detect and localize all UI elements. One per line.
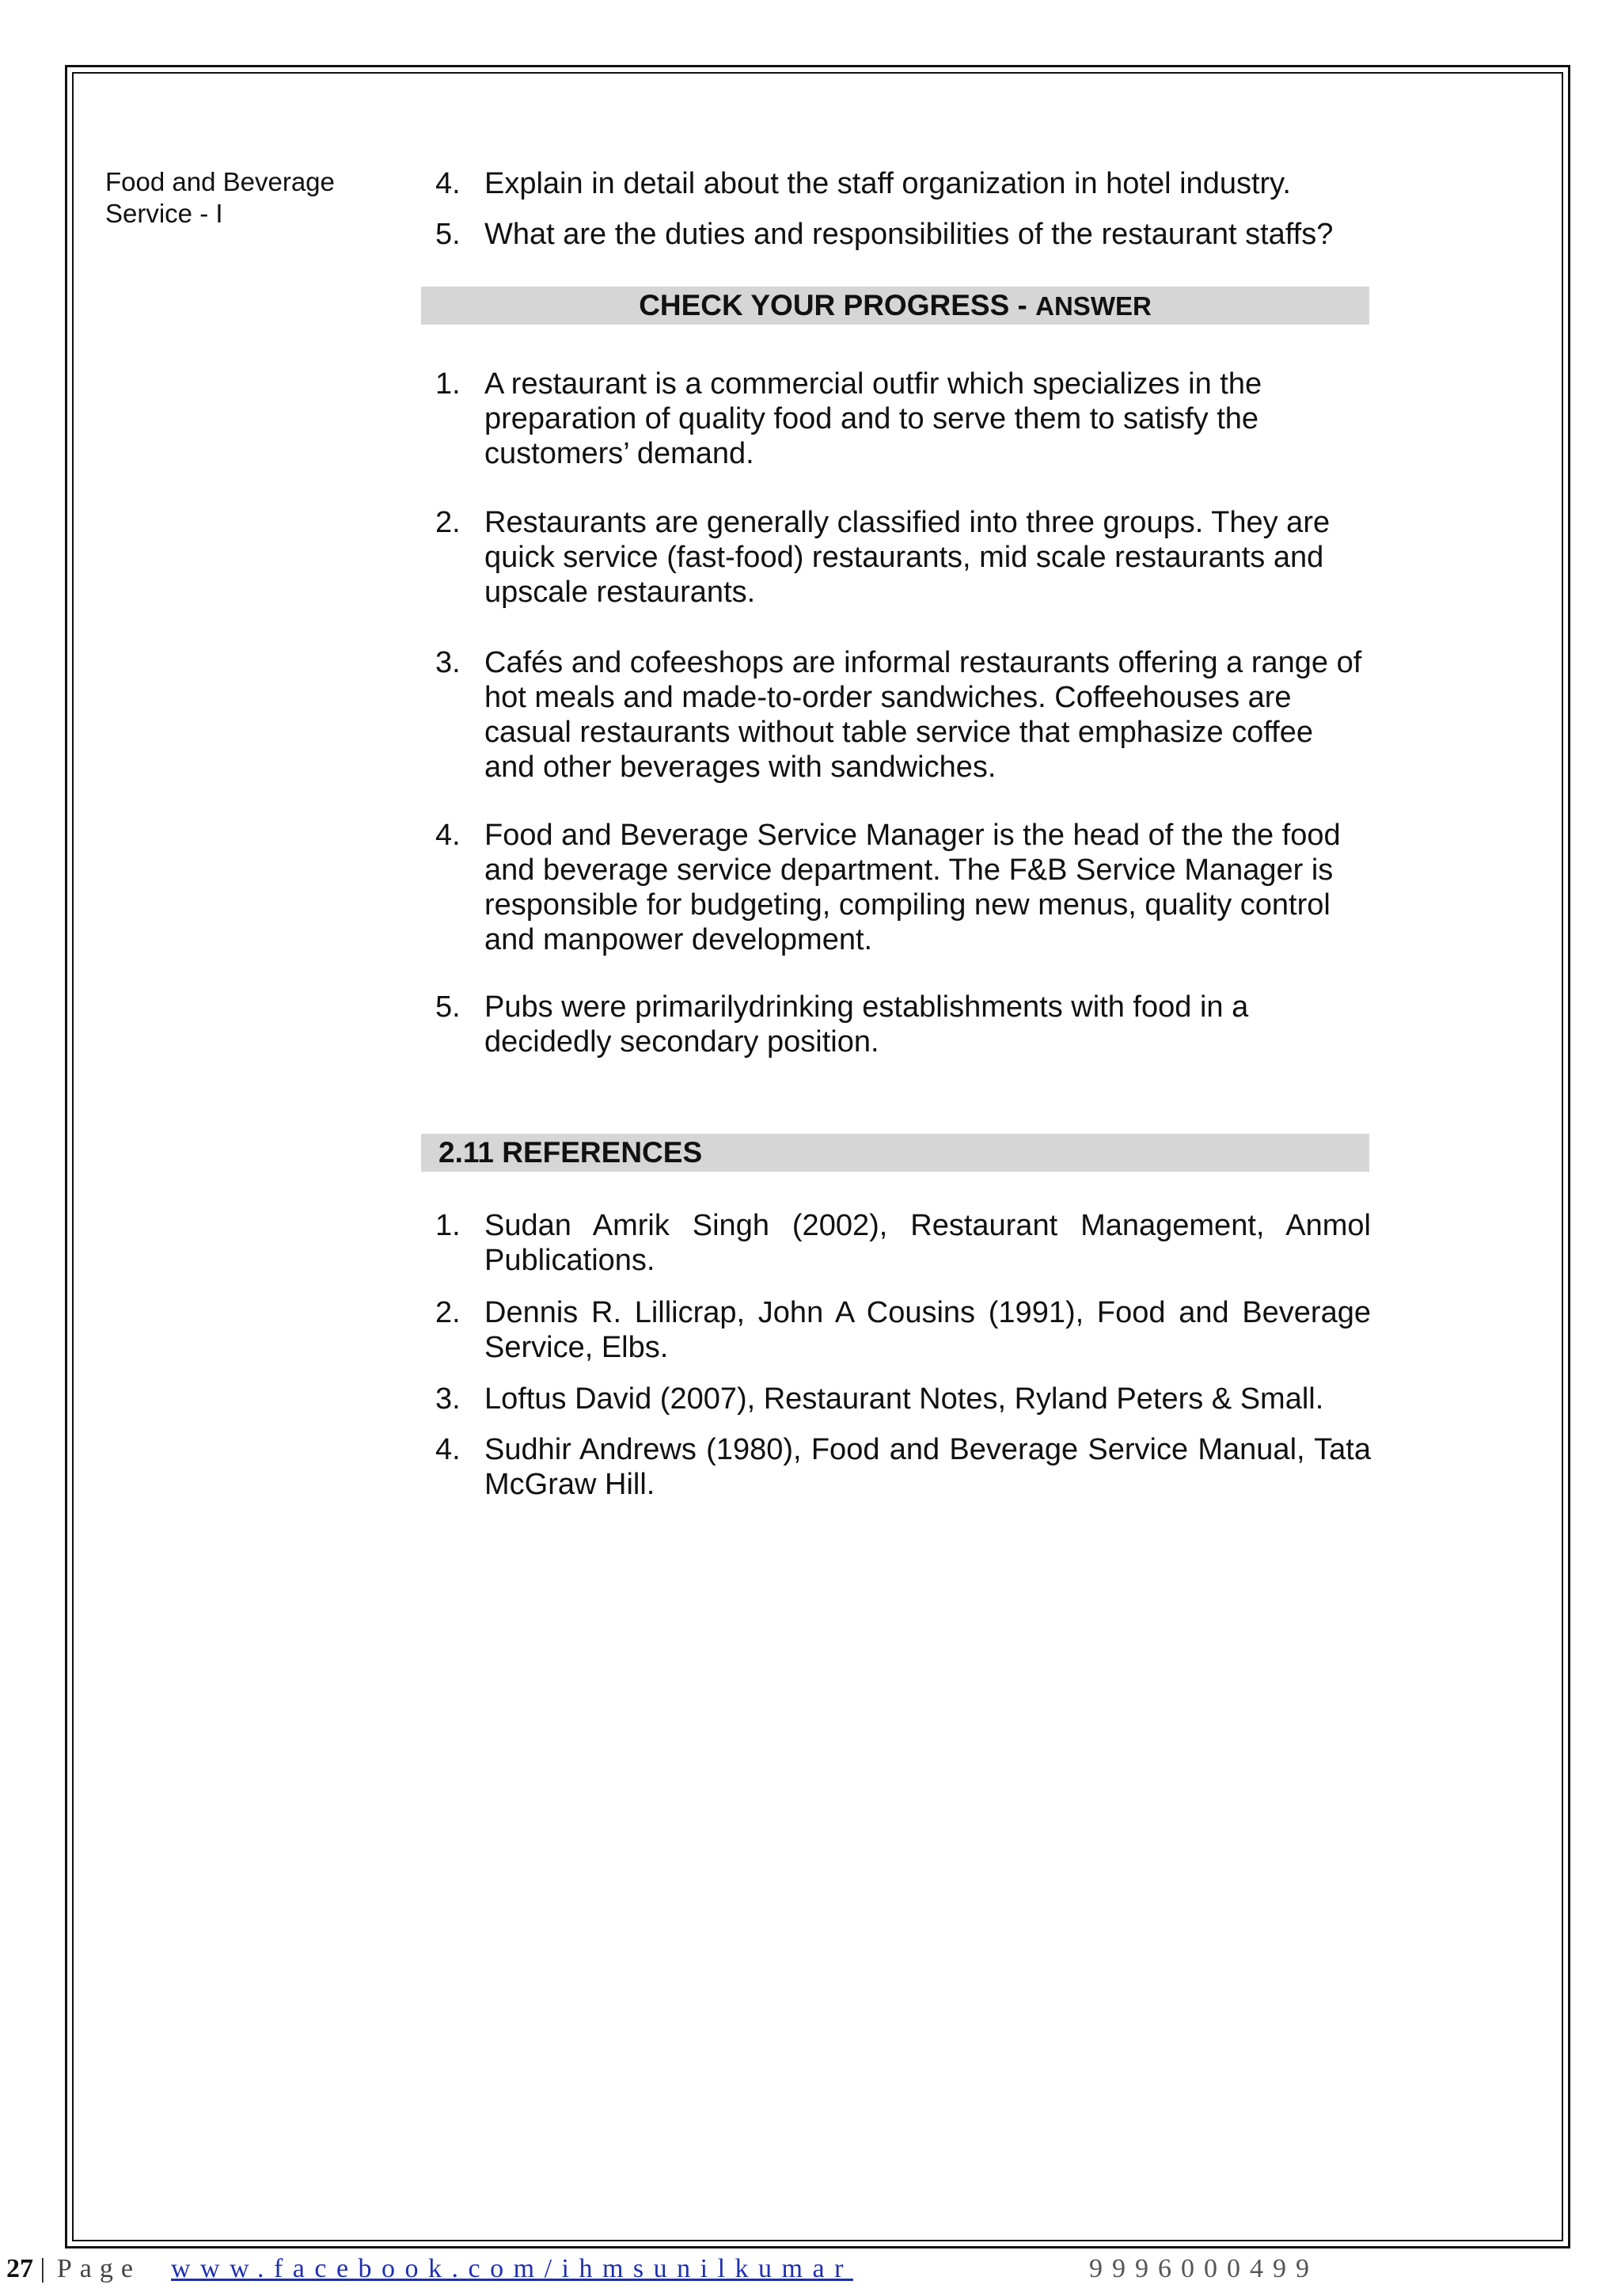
answer-number: 1. (435, 367, 461, 401)
answer-text: A restaurant is a commercial outfir which specializes in the preparation of quality food and to serve them to satisfy the customers’ demand. (484, 367, 1262, 470)
reference-item (421, 1208, 1371, 1278)
answer-text: Food and Beverage Service Manager is the head of the the food and beverage service department. The F&B Service Manager is responsible for budgeting, compiling new menus, quality control and manpower development. (484, 819, 1341, 956)
answer-item (421, 505, 1371, 610)
reference-item (421, 1432, 1371, 1502)
footer-separator: | (40, 2254, 46, 2283)
answer-number: 2. (435, 506, 461, 539)
check-progress-heading-tail: ANSWER (1035, 291, 1152, 321)
answer-item (421, 990, 1371, 1059)
answer-number: 5. (435, 990, 461, 1024)
answer-number: 4. (435, 819, 461, 852)
answer-item (421, 367, 1371, 471)
reference-item (421, 1382, 1371, 1416)
check-progress-heading (421, 287, 1369, 325)
reference-text: Sudhir Andrews (1980), Food and Beverage Service Manual, Tata McGraw Hill. (484, 1433, 1371, 1501)
answer-text: Pubs were primarilydrinking establishments with food in a decidedly secondary position. (484, 990, 1249, 1059)
question-number: 5. (435, 218, 461, 251)
answer-text: Cafés and cofeeshops are informal restaurants offering a range of hot meals and made-to-order sandwiches. Coffeehouses are casual restaurants without table service that emphasize coffee and other beverages with sandwiches. (484, 646, 1362, 784)
question-text: What are the duties and responsibilities of the restaurant staffs? (484, 218, 1334, 251)
reference-number: 2. (435, 1296, 461, 1329)
phone-number: 9996000499 (1089, 2254, 1319, 2283)
reference-number: 4. (435, 1433, 461, 1466)
check-progress-heading-main: CHECK YOUR PROGRESS - (639, 289, 1036, 321)
facebook-link[interactable]: www.facebook.com/ihmsunilkumar (171, 2254, 853, 2283)
reference-number: 3. (435, 1382, 461, 1416)
question-item (421, 166, 1371, 201)
references-heading: 2.11 REFERENCES (421, 1134, 1369, 1172)
reference-text: Loftus David (2007), Restaurant Notes, Ryland Peters & Small. (484, 1382, 1324, 1416)
answer-item (421, 818, 1371, 957)
answer-text: Restaurants are generally classified into three groups. They are quick service (fast-food) restaurants, mid scale restaurants and upscale restaurants. (484, 506, 1331, 609)
page-footer (6, 2251, 1613, 2287)
reference-text: Dennis R. Lillicrap, John A Cousins (1991), Food and Beverage Service, Elbs. (484, 1296, 1371, 1364)
page-word: Page (56, 2254, 141, 2283)
answer-item (421, 645, 1371, 785)
answer-number: 3. (435, 646, 461, 679)
reference-text: Sudan Amrik Singh (2002), Restaurant Management, Anmol Publications. (484, 1209, 1371, 1277)
reference-item (421, 1295, 1371, 1365)
page-number: 27 (6, 2254, 33, 2283)
question-item (421, 217, 1371, 252)
question-number: 4. (435, 167, 461, 200)
reference-number: 1. (435, 1209, 461, 1242)
course-title-label: Food and Beverage Service - I (105, 167, 335, 228)
question-text: Explain in detail about the staff organization in hotel industry. (484, 167, 1291, 200)
